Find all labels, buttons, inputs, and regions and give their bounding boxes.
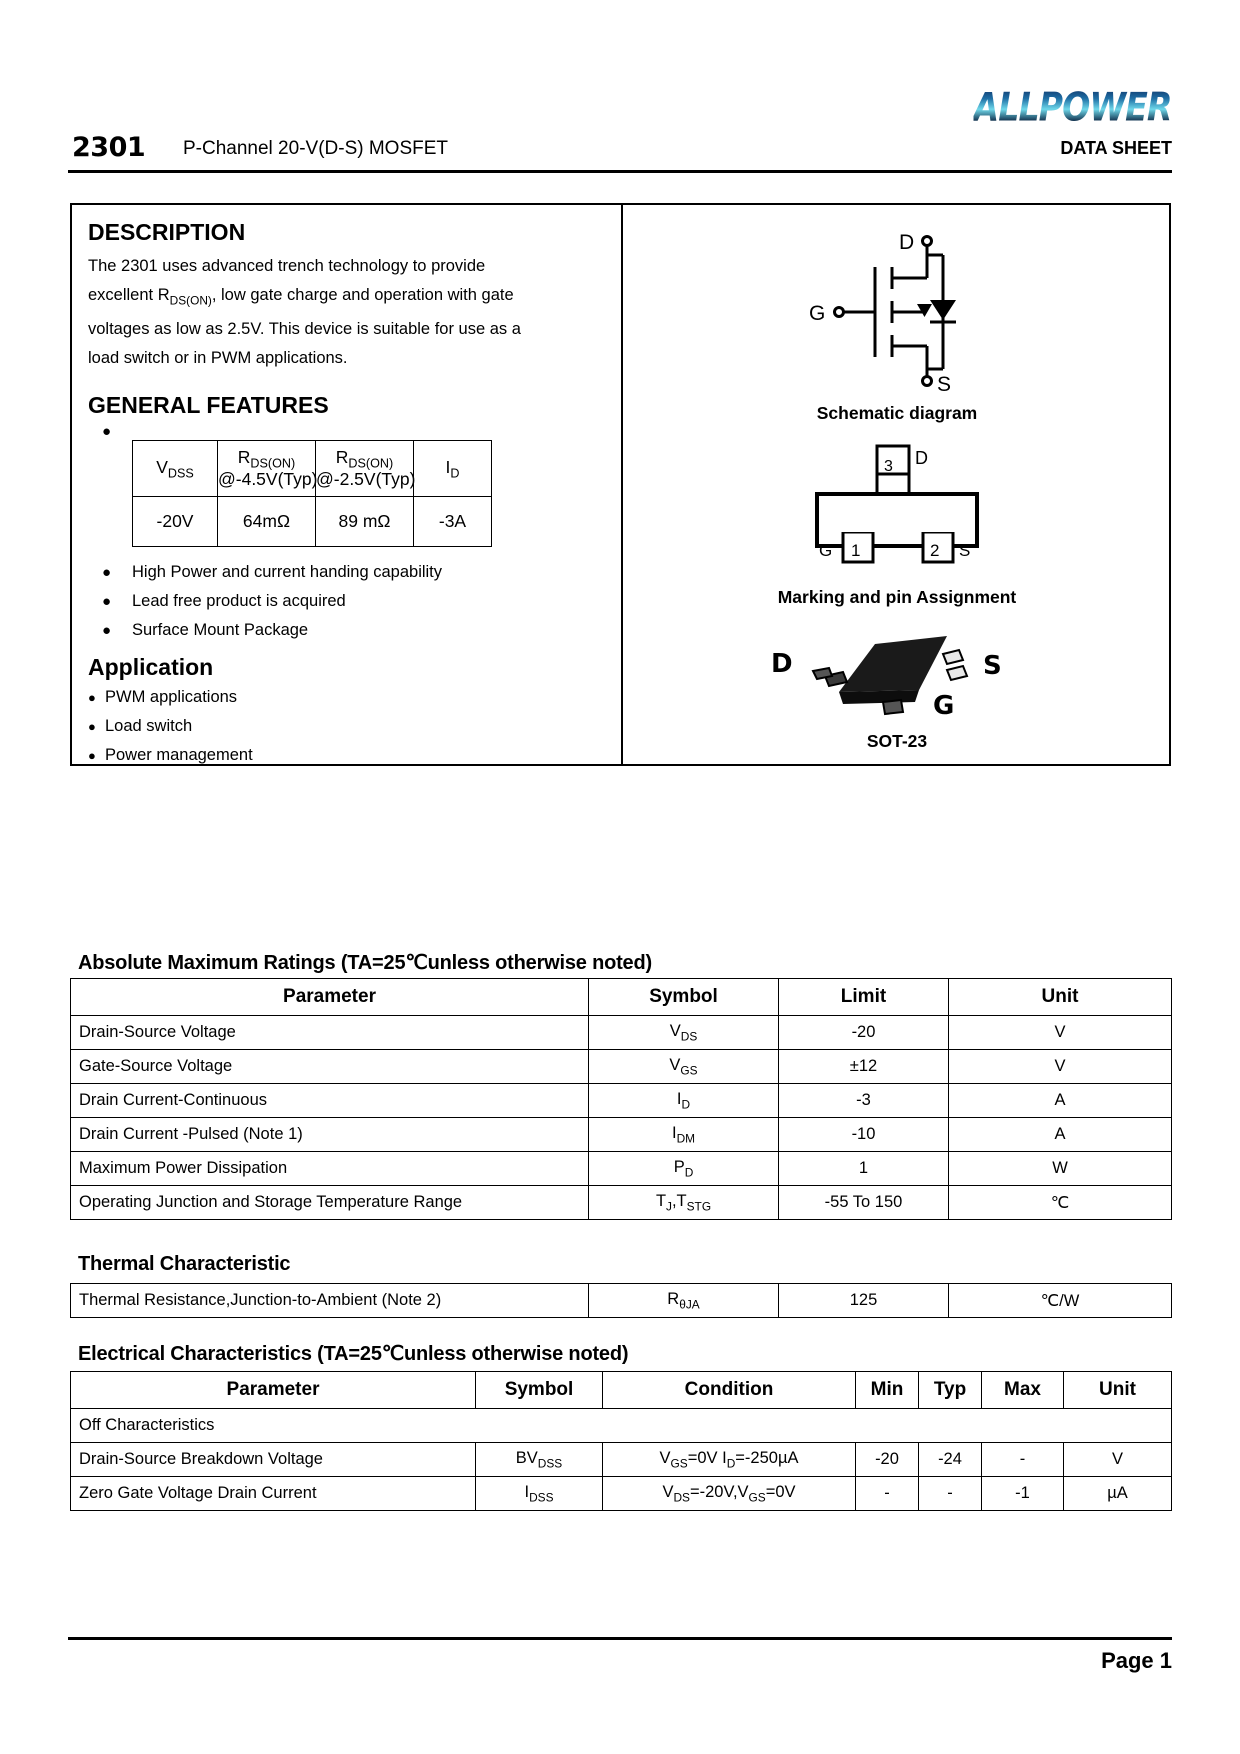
table-row	[71, 1118, 1172, 1152]
features-bullet-marker: ●	[102, 423, 112, 441]
description-heading: DESCRIPTION	[88, 219, 246, 245]
ec-condition-0: $V_{GS}=0V$ $I_D=-250\mu A$	[603, 1443, 856, 1477]
bullet-icon: ●	[88, 748, 96, 764]
thermal-limit-0: 125	[779, 1284, 949, 1318]
amr-symbol-1: $V_{GS}$	[589, 1050, 779, 1084]
footer-divider	[68, 1637, 1172, 1640]
amr-param-3: Drain Current -Pulsed (Note 1)	[71, 1118, 589, 1152]
table-row	[71, 1186, 1172, 1220]
spec-h2-main: R	[237, 446, 251, 467]
description-line-3: voltages as low as 2.5V. This device is suitable for use as a	[88, 320, 521, 339]
application-heading: Application	[88, 654, 214, 681]
electrical-characteristics-table	[70, 1371, 1172, 1511]
amr-param-4: Maximum Power Dissipation	[71, 1152, 589, 1186]
thermal-symbol-0: $R_{\theta JA}$	[589, 1284, 779, 1318]
rdson-subscript: DS(ON)	[169, 293, 212, 308]
amr-param-5: Operating Junction and Storage Temperature Range	[71, 1186, 589, 1220]
package-g-label: G	[933, 691, 955, 721]
table-row	[71, 1084, 1172, 1118]
sot23-package-photo-icon	[747, 614, 1047, 724]
col-symbol: Symbol	[476, 1372, 603, 1409]
list-item	[88, 741, 603, 770]
data-sheet-label: DATA SHEET	[1060, 138, 1172, 158]
ec-min-0: -20	[856, 1443, 919, 1477]
table-row	[71, 1443, 1172, 1477]
bullet-icon: ●	[102, 622, 112, 640]
amr-symbol-5: $T_J,T_{STG}$	[589, 1186, 779, 1220]
table-row	[133, 497, 492, 547]
amr-unit-5: ℃	[949, 1186, 1172, 1220]
schematic-pin-d-label: D	[899, 231, 915, 254]
col-unit: Unit	[1064, 1372, 1172, 1409]
amr-symbol-2: $I_D$	[589, 1084, 779, 1118]
ec-max-0: -	[982, 1443, 1064, 1477]
schematic-pin-s-label: S	[937, 373, 952, 396]
table-row	[71, 1152, 1172, 1186]
amr-unit-3: A	[949, 1118, 1172, 1152]
amr-limit-3: -10	[779, 1118, 949, 1152]
description-line-4: load switch or in PWM applications.	[88, 349, 348, 368]
col-condition: Condition	[603, 1372, 856, 1409]
list-item	[88, 683, 603, 712]
page-header	[68, 86, 1172, 176]
col-unit: Unit	[949, 979, 1172, 1016]
amr-limit-4: 1	[779, 1152, 949, 1186]
overview-left-column	[72, 205, 621, 764]
col-parameter: Parameter	[71, 979, 589, 1016]
description-line-1: The 2301 uses advanced trench technology to provide	[88, 257, 486, 275]
table-row	[71, 1477, 1172, 1511]
spec-value-rdson-45: 64mΩ	[218, 497, 316, 547]
general-features-heading: GENERAL FEATURES	[88, 392, 329, 419]
description-text	[88, 252, 603, 373]
amr-unit-4: W	[949, 1152, 1172, 1186]
col-max: Max	[982, 1372, 1064, 1409]
table-row	[71, 1050, 1172, 1084]
bullet-icon: ●	[88, 690, 96, 706]
table-row	[133, 441, 492, 497]
off-characteristics-group-heading: Off Characteristics	[71, 1409, 1172, 1443]
part-description: P-Channel 20-V(D-S) MOSFET	[183, 138, 449, 159]
bullet-icon: ●	[102, 593, 112, 611]
table-header-row	[71, 979, 1172, 1016]
ec-symbol-1: $I_{DSS}$	[476, 1477, 603, 1511]
thermal-characteristic-title: Thermal Characteristic	[78, 1253, 291, 1275]
list-item	[102, 616, 603, 645]
abs-max-ratings-title: Absolute Maximum Ratings (TA=25℃unless otherwise noted)	[78, 952, 652, 974]
header-divider	[68, 170, 1172, 173]
amr-symbol-4: $P_D$	[589, 1152, 779, 1186]
amr-unit-2: A	[949, 1084, 1172, 1118]
general-features-list	[88, 558, 603, 645]
pinout-caption: Marking and pin Assignment	[777, 587, 1017, 607]
amr-unit-1: V	[949, 1050, 1172, 1084]
package-photo-figure	[623, 614, 1171, 729]
header-title-row	[68, 132, 1172, 166]
application-list	[88, 683, 603, 770]
part-number: 2301	[72, 132, 146, 163]
spec-header-vdss	[133, 441, 218, 497]
description-line-2a: excellent R	[88, 286, 170, 304]
spec-value-vdss: -20V	[133, 497, 218, 547]
ec-typ-1: -	[919, 1477, 982, 1511]
mosfet-schematic-icon	[747, 227, 1047, 402]
pinout-pin2-number: 2	[930, 541, 940, 560]
schematic-pin-g-label: G	[809, 302, 826, 325]
allpower-logo: ALLPOWER	[973, 86, 1172, 131]
amr-param-1: Gate-Source Voltage	[71, 1050, 589, 1084]
thermal-unit-0: ℃/W	[949, 1284, 1172, 1318]
schematic-caption: Schematic diagram	[816, 403, 978, 423]
ec-symbol-0: $BV_{DSS}$	[476, 1443, 603, 1477]
col-typ: Typ	[919, 1372, 982, 1409]
sot23-pin-numbers-icon	[747, 532, 1047, 576]
feature-label: Surface Mount Package	[132, 621, 309, 640]
pinout-s-label: S	[959, 541, 971, 560]
schematic-diagram-figure	[623, 227, 1171, 407]
list-item	[102, 558, 603, 587]
ec-min-1: -	[856, 1477, 919, 1511]
col-limit: Limit	[779, 979, 949, 1016]
spec-header-id	[414, 441, 492, 497]
spec-h1-sub: DSS	[167, 466, 194, 480]
ec-typ-0: -24	[919, 1443, 982, 1477]
amr-limit-0: -20	[779, 1016, 949, 1050]
amr-limit-2: -3	[779, 1084, 949, 1118]
amr-unit-0: V	[949, 1016, 1172, 1050]
amr-param-2: Drain Current-Continuous	[71, 1084, 589, 1118]
list-item	[102, 587, 603, 616]
table-row	[71, 1016, 1172, 1050]
page-number: Page 1	[1101, 1648, 1172, 1673]
application-label: Load switch	[105, 717, 193, 736]
spec-h2-sub: DS(ON)	[250, 456, 296, 471]
ec-max-1: -1	[982, 1477, 1064, 1511]
overview-box	[70, 203, 1171, 766]
table-row	[71, 1409, 1172, 1443]
amr-symbol-3: $I_{DM}$	[589, 1118, 779, 1152]
ec-unit-1: µA	[1064, 1477, 1172, 1511]
col-parameter: Parameter	[71, 1372, 476, 1409]
amr-limit-1: ±12	[779, 1050, 949, 1084]
thermal-param-0: Thermal Resistance,Junction-to-Ambient (Note 2)	[71, 1284, 589, 1318]
electrical-characteristics-title: Electrical Characteristics (TA=25℃unless otherwise noted)	[78, 1343, 629, 1365]
ec-param-1: Zero Gate Voltage Drain Current	[71, 1477, 476, 1511]
bullet-icon: ●	[88, 719, 96, 735]
abs-max-ratings-table	[70, 978, 1172, 1220]
ec-unit-0: V	[1064, 1443, 1172, 1477]
spec-summary-table	[132, 440, 492, 547]
package-s-label: S	[983, 651, 1002, 681]
spec-h3-line2: @-2.5V(Typ)	[316, 469, 416, 490]
col-min: Min	[856, 1372, 919, 1409]
application-label: Power management	[105, 746, 253, 765]
bullet-icon: ●	[102, 564, 112, 582]
pinout-d-label: D	[915, 448, 928, 468]
feature-label: Lead free product is acquired	[132, 592, 346, 611]
spec-value-rdson-25: 89 mΩ	[316, 497, 414, 547]
package-caption: SOT-23	[866, 731, 928, 751]
list-item	[88, 712, 603, 741]
spec-h4-sub: D	[450, 466, 460, 480]
spec-h1-main: V	[156, 456, 168, 477]
spec-value-id: -3A	[414, 497, 492, 547]
pinout-g-label: G	[819, 541, 833, 560]
package-d-label: D	[771, 649, 793, 679]
pinout-bottom-labels	[623, 532, 1171, 581]
pinout-pin1-number: 1	[851, 541, 861, 560]
amr-param-0: Drain-Source Voltage	[71, 1016, 589, 1050]
overview-right-column	[623, 205, 1171, 764]
spec-h2-line2: @-4.5V(Typ)	[218, 469, 318, 490]
amr-symbol-0: $V_{DS}$	[589, 1016, 779, 1050]
pinout-pin3-number: 3	[884, 458, 893, 475]
feature-label: High Power and current handing capability	[132, 563, 443, 582]
table-row	[71, 1284, 1172, 1318]
spec-h3-sub: DS(ON)	[348, 456, 394, 471]
application-label: PWM applications	[105, 688, 238, 707]
amr-limit-5: -55 To 150	[779, 1186, 949, 1220]
spec-h4-main: I	[445, 456, 451, 477]
description-line-2b: , low gate charge and operation with gate	[211, 286, 514, 304]
spec-h3-main: R	[335, 446, 349, 467]
thermal-characteristic-table	[70, 1283, 1172, 1318]
spec-header-rdson-45	[218, 441, 316, 497]
spec-header-rdson-25	[316, 441, 414, 497]
ec-condition-1: $V_{DS}=-20V,V_{GS}=0V$	[603, 1477, 856, 1511]
table-header-row	[71, 1372, 1172, 1409]
ec-param-0: Drain-Source Breakdown Voltage	[71, 1443, 476, 1477]
col-symbol: Symbol	[589, 979, 779, 1016]
